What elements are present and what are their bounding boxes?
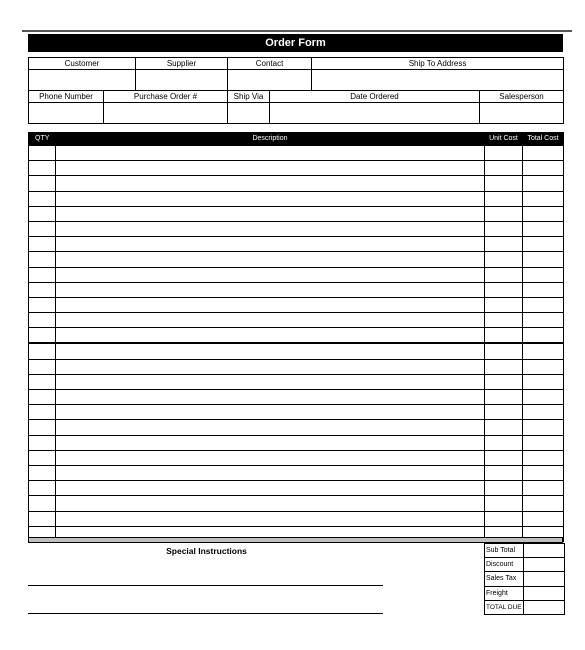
line-item-row: [29, 435, 564, 450]
salesperson-field[interactable]: [480, 103, 564, 124]
description-cell[interactable]: [56, 267, 485, 282]
total-cost-cell[interactable]: [523, 161, 564, 176]
special-instructions-line-1[interactable]: [28, 585, 383, 586]
line-item-row: [29, 496, 564, 511]
qty-cell[interactable]: [29, 435, 56, 450]
line-item-row: [29, 481, 564, 496]
form-title: Order Form: [28, 34, 563, 52]
freight-field[interactable]: [524, 586, 565, 600]
total-cost-cell[interactable]: [523, 511, 564, 526]
unit-cost-cell[interactable]: [485, 267, 523, 282]
description-column-header: Description: [56, 133, 485, 146]
line-item-row: [29, 343, 564, 359]
description-cell[interactable]: [56, 176, 485, 191]
description-cell[interactable]: [56, 390, 485, 405]
unit-cost-cell[interactable]: [485, 450, 523, 465]
customer-label: Customer: [29, 58, 136, 70]
description-cell[interactable]: [56, 374, 485, 389]
phone-number-label: Phone Number: [29, 91, 104, 103]
description-cell[interactable]: [56, 328, 485, 344]
totals-table: [484, 543, 565, 615]
unit-cost-cell[interactable]: [485, 420, 523, 435]
salesperson-label: Salesperson: [480, 91, 564, 103]
supplier-label: Supplier: [136, 58, 228, 70]
line-item-row: [29, 282, 564, 297]
qty-cell[interactable]: [29, 481, 56, 496]
line-item-row: [29, 237, 564, 252]
total-cost-cell[interactable]: [523, 465, 564, 480]
customer-field[interactable]: [29, 70, 136, 91]
description-cell[interactable]: [56, 450, 485, 465]
line-item-row: [29, 313, 564, 328]
qty-cell[interactable]: [29, 465, 56, 480]
sub-total-field[interactable]: [524, 544, 565, 558]
qty-column-header: QTY: [29, 133, 56, 146]
total-cost-cell[interactable]: [523, 176, 564, 191]
description-cell[interactable]: [56, 297, 485, 312]
qty-cell[interactable]: [29, 221, 56, 236]
line-item-row: [29, 252, 564, 267]
unit-cost-cell[interactable]: [485, 297, 523, 312]
qty-cell[interactable]: [29, 390, 56, 405]
qty-cell[interactable]: [29, 420, 56, 435]
qty-cell[interactable]: [29, 252, 56, 267]
line-item-row: [29, 450, 564, 465]
total-cost-cell[interactable]: [523, 359, 564, 374]
total-due-label: TOTAL DUE: [485, 600, 524, 614]
total-cost-cell[interactable]: [523, 435, 564, 450]
description-cell[interactable]: [56, 191, 485, 206]
supplier-field[interactable]: [136, 70, 228, 91]
unit-cost-cell[interactable]: [485, 252, 523, 267]
description-cell[interactable]: [56, 405, 485, 420]
description-cell[interactable]: [56, 511, 485, 526]
description-cell[interactable]: [56, 146, 485, 161]
unit-cost-cell[interactable]: [485, 496, 523, 511]
description-cell[interactable]: [56, 435, 485, 450]
discount-label: Discount: [485, 558, 524, 572]
ship-via-field[interactable]: [228, 103, 270, 124]
freight-label: Freight: [485, 586, 524, 600]
line-item-row: [29, 390, 564, 405]
line-item-row: [29, 176, 564, 191]
total-cost-cell[interactable]: [523, 390, 564, 405]
line-item-row: [29, 374, 564, 389]
qty-cell[interactable]: [29, 359, 56, 374]
total-cost-cell[interactable]: [523, 191, 564, 206]
line-item-row: [29, 161, 564, 176]
unit-cost-cell[interactable]: [485, 435, 523, 450]
unit-cost-cell[interactable]: [485, 405, 523, 420]
unit-cost-cell[interactable]: [485, 343, 523, 359]
total-cost-cell[interactable]: [523, 221, 564, 236]
discount-field[interactable]: [524, 558, 565, 572]
total-cost-cell[interactable]: [523, 481, 564, 496]
qty-cell[interactable]: [29, 343, 56, 359]
description-cell[interactable]: [56, 237, 485, 252]
total-cost-cell[interactable]: [523, 206, 564, 221]
unit-cost-cell[interactable]: [485, 390, 523, 405]
total-cost-cell[interactable]: [523, 313, 564, 328]
table-footer-bar: [28, 537, 563, 543]
line-item-row: [29, 206, 564, 221]
description-cell[interactable]: [56, 359, 485, 374]
line-item-row: [29, 191, 564, 206]
qty-cell[interactable]: [29, 146, 56, 161]
unit-cost-cell[interactable]: [485, 313, 523, 328]
description-cell[interactable]: [56, 221, 485, 236]
line-item-row: [29, 328, 564, 344]
unit-cost-cell[interactable]: [485, 161, 523, 176]
top-rule: [22, 30, 572, 32]
description-cell[interactable]: [56, 481, 485, 496]
total-cost-cell[interactable]: [523, 267, 564, 282]
unit-cost-cell[interactable]: [485, 237, 523, 252]
qty-cell[interactable]: [29, 496, 56, 511]
unit-cost-cell[interactable]: [485, 221, 523, 236]
qty-cell[interactable]: [29, 176, 56, 191]
description-cell[interactable]: [56, 465, 485, 480]
total-cost-cell[interactable]: [523, 297, 564, 312]
unit-cost-cell[interactable]: [485, 374, 523, 389]
unit-cost-cell[interactable]: [485, 146, 523, 161]
qty-cell[interactable]: [29, 328, 56, 344]
qty-cell[interactable]: [29, 191, 56, 206]
description-cell[interactable]: [56, 343, 485, 359]
phone-number-field[interactable]: [29, 103, 104, 124]
line-item-row: [29, 297, 564, 312]
special-instructions-line-2[interactable]: [28, 613, 383, 614]
qty-cell[interactable]: [29, 282, 56, 297]
qty-cell[interactable]: [29, 511, 56, 526]
line-item-row: [29, 405, 564, 420]
unit-cost-cell[interactable]: [485, 511, 523, 526]
total-cost-cell[interactable]: [523, 282, 564, 297]
total-cost-cell[interactable]: [523, 405, 564, 420]
order-info-table: [28, 57, 564, 124]
ship-to-address-label: Ship To Address: [312, 58, 564, 70]
description-cell[interactable]: [56, 282, 485, 297]
unit-cost-cell[interactable]: [485, 206, 523, 221]
line-items-table: [28, 132, 564, 542]
total-cost-cell[interactable]: [523, 237, 564, 252]
ship-to-address-field[interactable]: [312, 70, 564, 91]
unit-cost-cell[interactable]: [485, 359, 523, 374]
total-cost-column-header: Total Cost: [523, 133, 564, 146]
qty-cell[interactable]: [29, 237, 56, 252]
line-item-row: [29, 221, 564, 236]
unit-cost-cell[interactable]: [485, 176, 523, 191]
description-cell[interactable]: [56, 313, 485, 328]
unit-cost-cell[interactable]: [485, 191, 523, 206]
total-cost-cell[interactable]: [523, 420, 564, 435]
line-item-row: [29, 420, 564, 435]
line-item-row: [29, 267, 564, 282]
line-items-body: [29, 146, 564, 542]
special-instructions-title: Special Instructions: [166, 546, 247, 556]
unit-cost-cell[interactable]: [485, 465, 523, 480]
total-cost-cell[interactable]: [523, 146, 564, 161]
sales-tax-label: Sales Tax: [485, 572, 524, 586]
description-cell[interactable]: [56, 496, 485, 511]
ship-via-label: Ship Via: [228, 91, 270, 103]
unit-cost-column-header: Unit Cost: [485, 133, 523, 146]
line-item-row: [29, 465, 564, 480]
qty-cell[interactable]: [29, 161, 56, 176]
date-ordered-field[interactable]: [270, 103, 480, 124]
total-cost-cell[interactable]: [523, 450, 564, 465]
line-item-row: [29, 359, 564, 374]
total-cost-cell[interactable]: [523, 374, 564, 389]
purchase-order-field[interactable]: [104, 103, 228, 124]
sub-total-label: Sub Total: [485, 544, 524, 558]
qty-cell[interactable]: [29, 405, 56, 420]
total-cost-cell[interactable]: [523, 252, 564, 267]
qty-cell[interactable]: [29, 297, 56, 312]
qty-cell[interactable]: [29, 313, 56, 328]
description-cell[interactable]: [56, 161, 485, 176]
line-item-row: [29, 511, 564, 526]
line-item-row: [29, 146, 564, 161]
qty-cell[interactable]: [29, 374, 56, 389]
qty-cell[interactable]: [29, 206, 56, 221]
unit-cost-cell[interactable]: [485, 282, 523, 297]
description-cell[interactable]: [56, 252, 485, 267]
purchase-order-label: Purchase Order #: [104, 91, 228, 103]
qty-cell[interactable]: [29, 267, 56, 282]
unit-cost-cell[interactable]: [485, 481, 523, 496]
contact-label: Contact: [228, 58, 312, 70]
date-ordered-label: Date Ordered: [270, 91, 480, 103]
total-due-field[interactable]: [524, 600, 565, 614]
description-cell[interactable]: [56, 206, 485, 221]
contact-field[interactable]: [228, 70, 312, 91]
qty-cell[interactable]: [29, 450, 56, 465]
total-cost-cell[interactable]: [523, 328, 564, 344]
total-cost-cell[interactable]: [523, 343, 564, 359]
sales-tax-field[interactable]: [524, 572, 565, 586]
description-cell[interactable]: [56, 420, 485, 435]
unit-cost-cell[interactable]: [485, 328, 523, 344]
total-cost-cell[interactable]: [523, 496, 564, 511]
